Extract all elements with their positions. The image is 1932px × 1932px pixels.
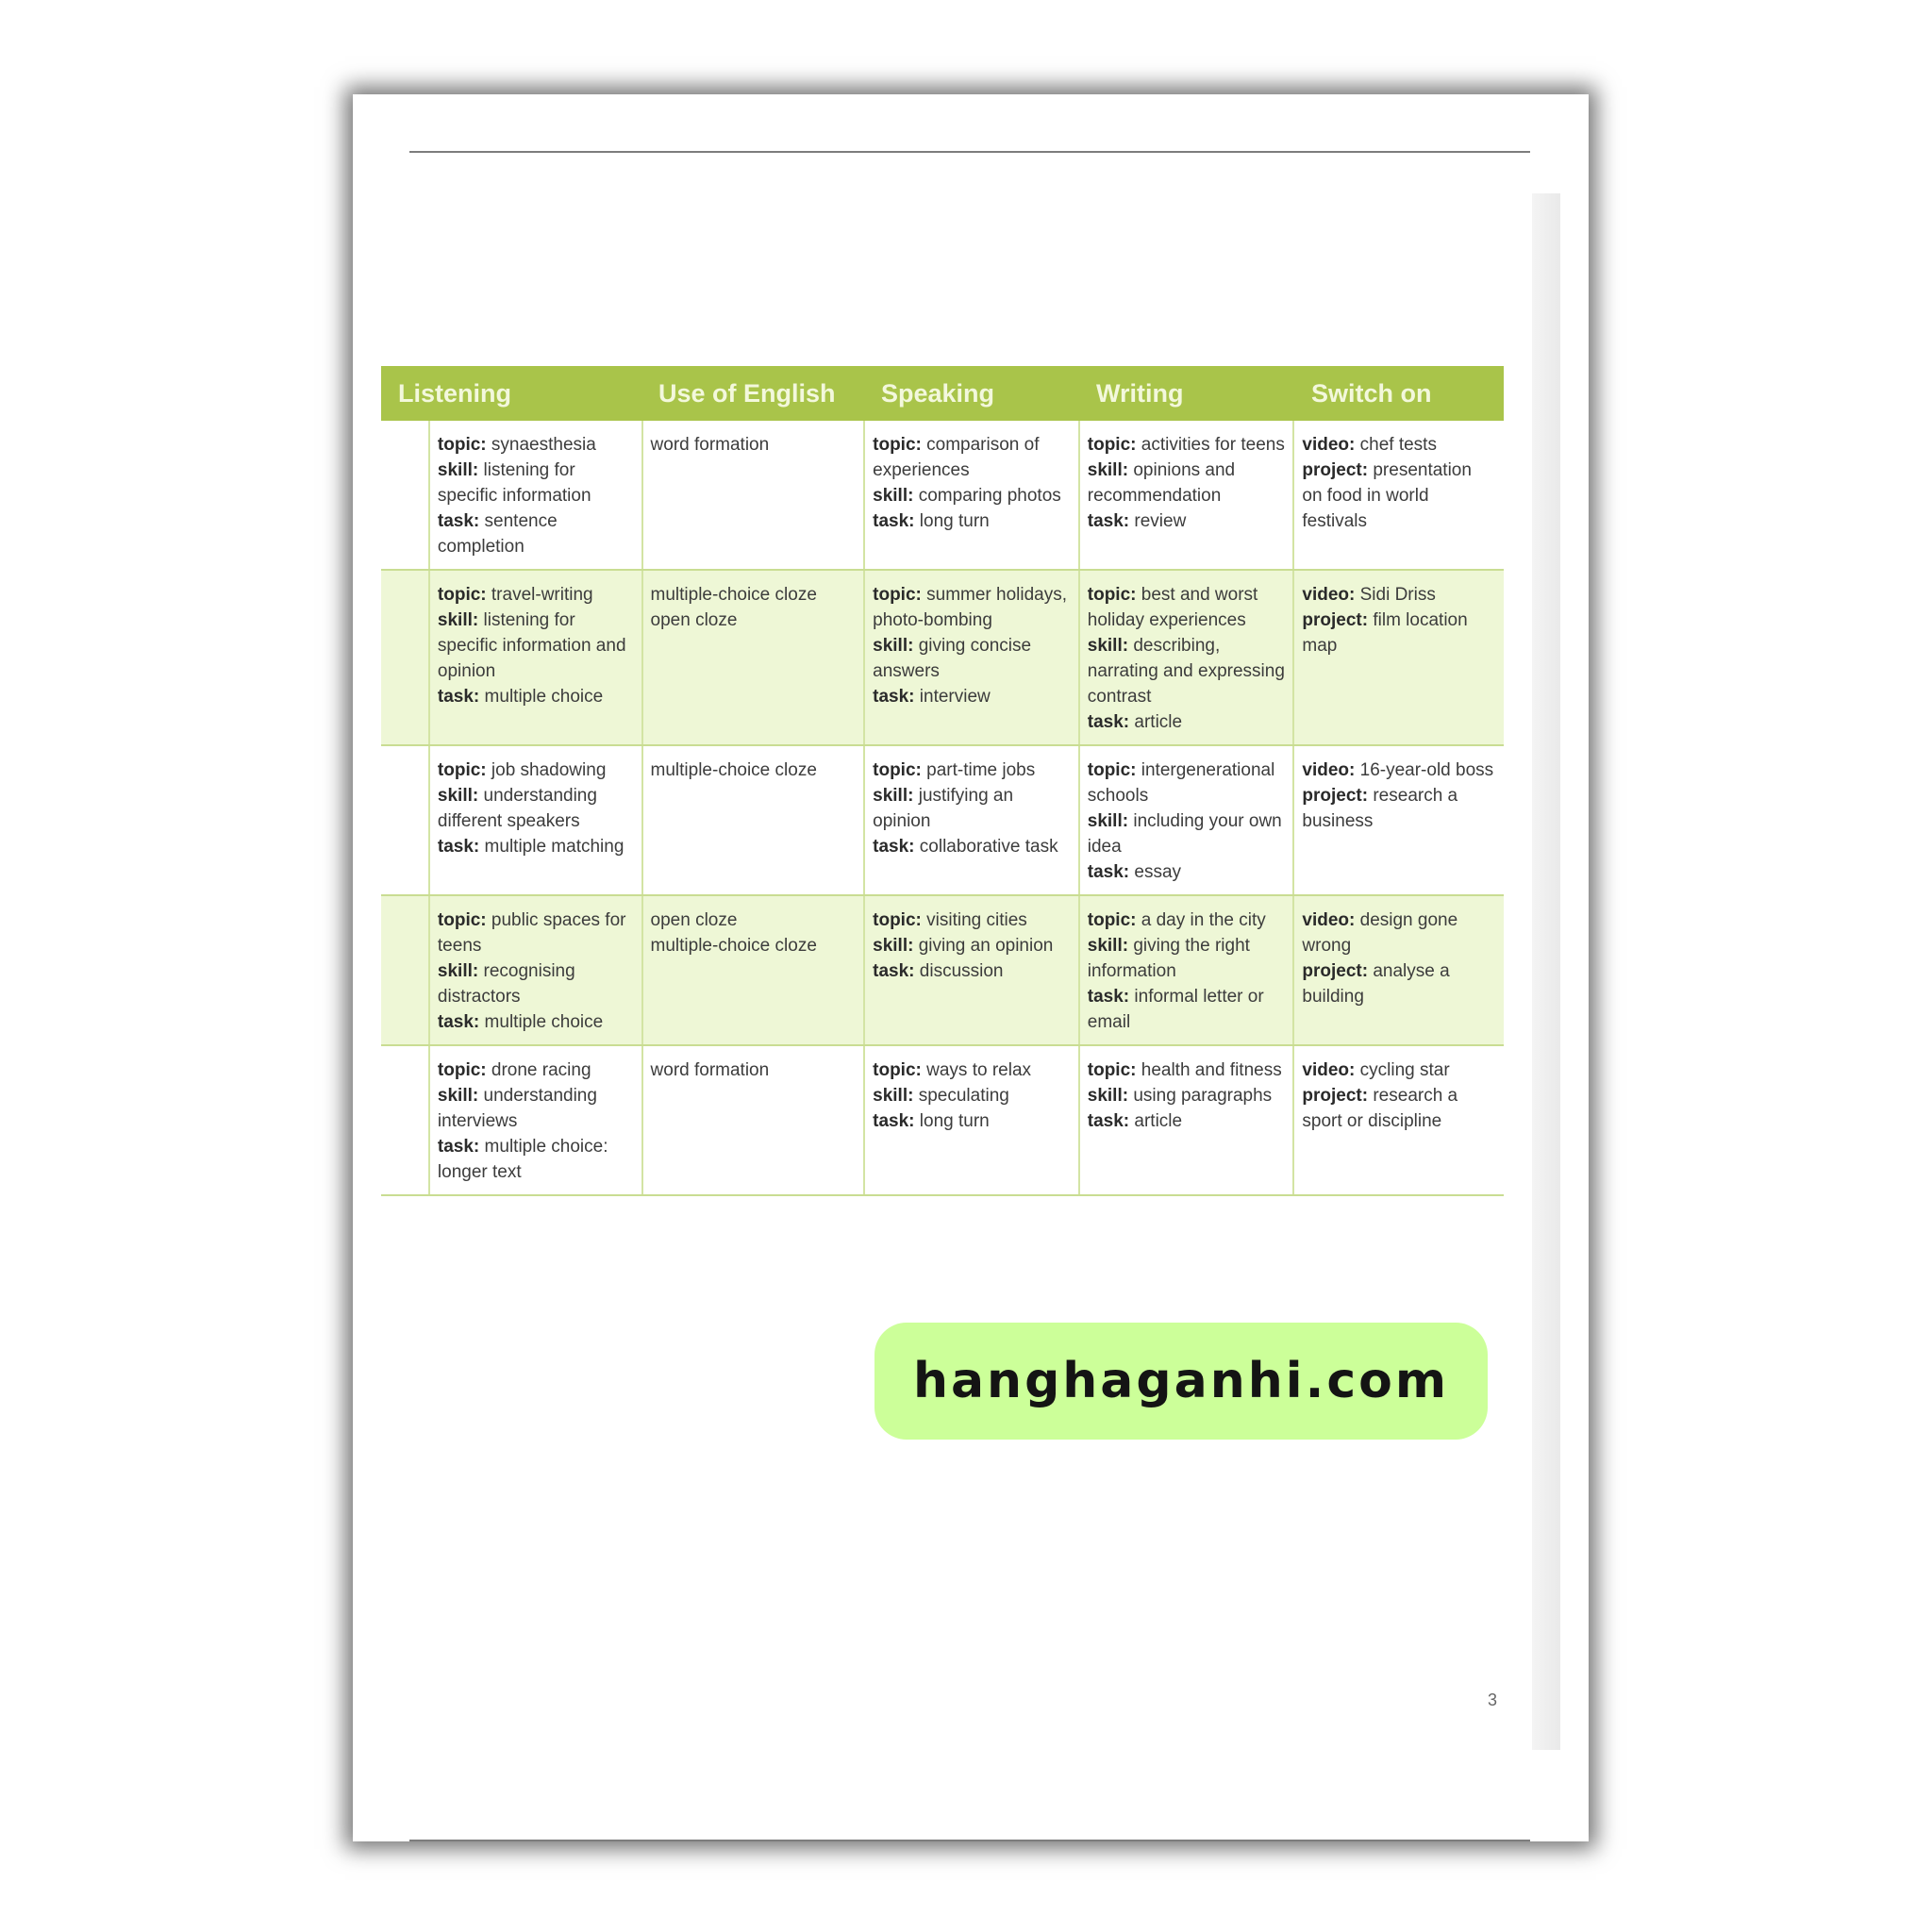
field-value: film location map [1302,610,1468,656]
field-label: video: [1302,1060,1356,1080]
cell-line [1302,958,1496,1009]
field-value: long turn [914,511,990,531]
cell-line [1088,859,1286,885]
field-label: task: [1087,987,1130,1007]
field-label: skill: [1087,811,1129,831]
cell-line [1088,1058,1286,1083]
cell-line [438,783,634,834]
cell-line: multiple-choice cloze [650,585,817,605]
cell-line [1088,458,1286,508]
cell-line [438,432,634,458]
cell-speaking [865,746,1080,894]
field-value: part-time jobs [921,760,1036,780]
field-value: speculating [913,1086,1009,1106]
field-label: topic: [873,910,922,930]
cell-line [1088,709,1286,735]
field-value: article [1129,1111,1183,1131]
row-margin-cell [381,571,430,744]
watermark-badge: hanghaganhi.com [874,1323,1488,1440]
cell-line [1302,458,1496,534]
field-label: topic: [1087,435,1137,455]
cell-line [1302,432,1496,458]
field-value: chef tests [1355,435,1437,455]
field-value: multiple choice: longer text [437,1137,608,1182]
scan-edge-shading [1532,193,1560,1750]
cell-line [438,908,634,958]
field-value: collaborative task [914,837,1058,857]
cell-switch-on [1294,896,1504,1044]
cell-speaking [865,896,1080,1044]
cell-line [873,582,1071,633]
field-value: opinions and recommendation [1087,460,1236,506]
header-use-of-english: Use of English [658,378,836,408]
field-label: topic: [437,585,487,605]
cell-line [1302,908,1496,958]
field-label: project: [1302,786,1369,806]
field-value: best and worst holiday experiences [1087,585,1258,630]
field-label: topic: [437,910,487,930]
field-value: listening for specific information [437,460,591,506]
header-listening: Listening [398,378,511,408]
field-value: research a business [1302,786,1458,831]
cell-line [873,1083,1071,1108]
table-body [381,421,1504,1196]
cell-line [1088,582,1286,633]
cell-line [1088,984,1286,1035]
field-value: listening for specific information and opinion [437,610,626,681]
field-value: using paragraphs [1128,1086,1273,1106]
field-value: visiting cities [921,910,1027,930]
cell-line [873,958,1071,984]
cell-line [1302,758,1496,783]
cell-line [438,758,634,783]
field-label: task: [873,687,915,707]
field-label: skill: [1087,936,1129,956]
field-value: describing, narrating and expressing contrast [1087,636,1285,707]
row-margin-cell [381,421,430,569]
cell-writing [1080,421,1295,569]
field-label: skill: [437,961,479,981]
field-label: task: [1087,712,1130,732]
table-row [381,1046,1504,1196]
field-value: presentation on food in world festivals [1302,460,1472,531]
field-label: skill: [1087,460,1129,480]
document-page [353,94,1589,1841]
field-label: project: [1302,1086,1369,1106]
table-row [381,571,1504,746]
cell-use-of-english [643,1046,866,1194]
field-value: informal letter or email [1087,987,1264,1032]
field-value: a day in the city [1136,910,1266,930]
field-value: research a sport or discipline [1302,1086,1458,1131]
field-value: giving concise answers [873,636,1032,681]
cell-writing [1080,1046,1295,1194]
cell-line [1088,633,1286,709]
field-value: synaesthesia [486,435,596,455]
cell-line [873,933,1071,958]
cell-line [1302,582,1496,608]
top-rule [409,151,1530,153]
cell-line: multiple-choice cloze [650,936,817,956]
cell-writing [1080,571,1295,744]
field-label: topic: [1087,910,1137,930]
field-value: job shadowing [486,760,607,780]
field-label: project: [1302,610,1369,630]
cell-speaking [865,571,1080,744]
cell-switch-on [1294,421,1504,569]
field-label: skill: [437,460,479,480]
field-value: summer holidays, photo-bombing [873,585,1068,630]
cell-listening [430,896,643,1044]
cell-line: multiple-choice cloze [650,760,817,780]
cell-line [438,834,634,859]
field-value: health and fitness [1136,1060,1282,1080]
field-value: public spaces for teens [437,910,626,956]
field-label: skill: [437,1086,479,1106]
cell-listening [430,746,643,894]
field-label: skill: [437,786,479,806]
row-margin-cell [381,896,430,1044]
field-label: skill: [873,636,914,656]
bottom-rule [409,1840,1530,1841]
field-label: task: [873,1111,915,1131]
cell-switch-on [1294,746,1504,894]
field-value: drone racing [486,1060,591,1080]
field-value: cycling star [1355,1060,1450,1080]
cell-line [873,432,1071,483]
field-label: video: [1302,435,1356,455]
field-label: task: [873,511,915,531]
table-header-row [381,366,1504,421]
cell-line [1088,1083,1286,1108]
table-row [381,896,1504,1046]
field-label: topic: [873,585,922,605]
cell-switch-on [1294,571,1504,744]
cell-line [1088,432,1286,458]
field-label: video: [1302,910,1356,930]
cell-line [1302,608,1496,658]
field-value: recognising distractors [437,961,575,1007]
cell-line [873,633,1071,684]
cell-line: word formation [650,435,770,455]
field-value: interview [914,687,991,707]
field-label: project: [1302,460,1369,480]
field-value: understanding interviews [437,1086,597,1131]
field-label: task: [873,961,915,981]
field-label: topic: [437,1060,487,1080]
field-value: ways to relax [921,1060,1032,1080]
field-label: topic: [1087,760,1137,780]
cell-line [438,1083,634,1134]
header-writing: Writing [1096,378,1184,408]
field-label: task: [437,511,480,531]
field-label: skill: [873,1086,914,1106]
cell-line [1088,933,1286,984]
cell-line [438,1134,634,1185]
field-label: task: [437,1137,480,1157]
cell-line [1088,908,1286,933]
field-label: topic: [437,435,487,455]
cell-line [1302,1058,1496,1083]
field-label: project: [1302,961,1369,981]
field-value: 16-year-old boss [1355,760,1494,780]
field-value: travel-writing [486,585,593,605]
field-value: justifying an opinion [873,786,1014,831]
cell-line [1088,758,1286,808]
field-label: skill: [873,786,914,806]
field-value: giving the right information [1087,936,1250,981]
field-label: topic: [873,760,922,780]
page-number: 3 [1488,1690,1498,1709]
cell-line: open cloze [650,910,738,930]
cell-line [873,834,1071,859]
cell-line [1302,783,1496,834]
field-value: multiple matching [479,837,625,857]
field-value: article [1129,712,1183,732]
cell-listening [430,421,643,569]
field-value: activities for teens [1136,435,1285,455]
cell-line [1302,1083,1496,1134]
field-value: Sidi Driss [1355,585,1436,605]
field-label: topic: [1087,1060,1137,1080]
field-label: task: [437,687,480,707]
cell-use-of-english [643,746,866,894]
field-value: design gone wrong [1302,910,1458,956]
field-value: including your own idea [1087,811,1282,857]
cell-line [1088,1108,1286,1134]
cell-line: word formation [650,1060,770,1080]
field-label: topic: [873,1060,922,1080]
cell-speaking [865,421,1080,569]
field-label: topic: [873,435,922,455]
cell-line [438,1058,634,1083]
cell-listening [430,571,643,744]
cell-line [438,684,634,709]
field-value: discussion [914,961,1004,981]
syllabus-table [381,366,1504,1196]
cell-use-of-english [643,896,866,1044]
field-value: giving an opinion [913,936,1054,956]
cell-line [873,758,1071,783]
field-label: task: [437,837,480,857]
header-speaking: Speaking [881,378,995,408]
field-value: sentence completion [437,511,558,557]
cell-use-of-english [643,421,866,569]
cell-line [438,1009,634,1035]
field-label: task: [873,837,915,857]
cell-line [1088,808,1286,859]
field-value: comparing photos [913,486,1061,506]
cell-line [438,958,634,1009]
header-switch-on: Switch on [1311,378,1432,408]
cell-writing [1080,746,1295,894]
cell-line: open cloze [650,610,738,630]
field-label: task: [1087,511,1130,531]
cell-line [873,1108,1071,1134]
cell-line [873,908,1071,933]
field-label: task: [1087,1111,1130,1131]
field-value: comparison of experiences [873,435,1040,480]
field-label: video: [1302,585,1356,605]
cell-line [438,458,634,508]
cell-line [873,1058,1071,1083]
field-value: essay [1129,862,1182,882]
cell-line [438,582,634,608]
field-label: skill: [1087,636,1129,656]
cell-line [438,608,634,684]
cell-writing [1080,896,1295,1044]
cell-line [1088,508,1286,534]
field-value: analyse a building [1302,961,1450,1007]
field-label: task: [1087,862,1130,882]
field-label: video: [1302,760,1356,780]
row-margin-cell [381,746,430,894]
field-label: topic: [1087,585,1137,605]
cell-line [873,508,1071,534]
table-row [381,421,1504,571]
field-label: skill: [873,486,914,506]
cell-listening [430,1046,643,1194]
field-label: skill: [873,936,914,956]
cell-switch-on [1294,1046,1504,1194]
field-value: multiple choice [479,1012,604,1032]
cell-speaking [865,1046,1080,1194]
field-label: skill: [437,610,479,630]
field-value: intergenerational schools [1087,760,1275,806]
field-value: review [1129,511,1187,531]
table-row [381,746,1504,896]
row-margin-cell [381,1046,430,1194]
field-value: understanding different speakers [437,786,597,831]
cell-line [438,508,634,559]
field-label: skill: [1087,1086,1129,1106]
cell-line [873,684,1071,709]
field-value: long turn [914,1111,990,1131]
field-label: task: [437,1012,480,1032]
cell-line [873,783,1071,834]
field-value: multiple choice [479,687,604,707]
field-label: topic: [437,760,487,780]
cell-line [873,483,1071,508]
cell-use-of-english [643,571,866,744]
